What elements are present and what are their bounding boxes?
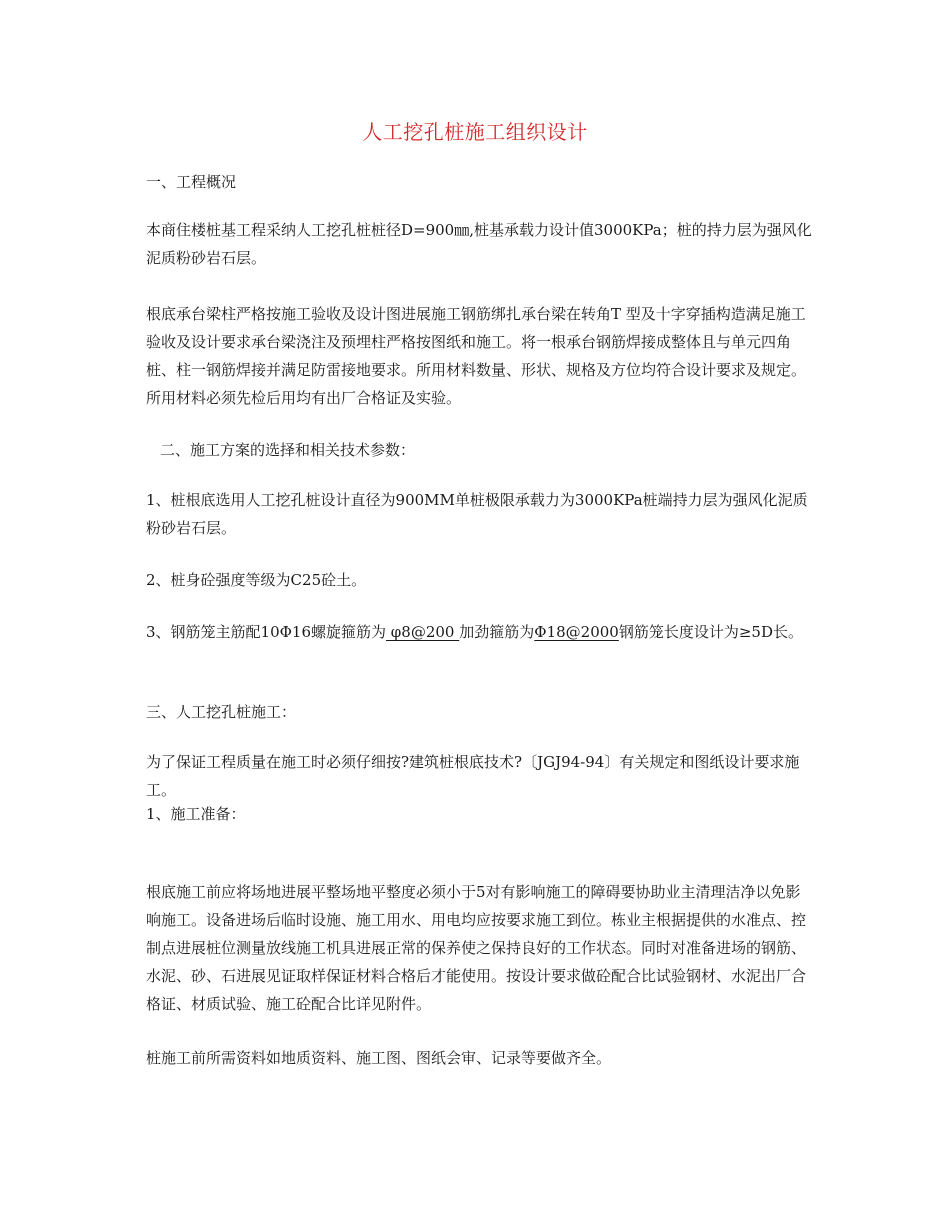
document-title: 人工挖孔桩施工组织设计 — [362, 120, 588, 144]
section-2-item-1: 1、桩根底选用人工挖孔桩设计直径为900MM单桩极限承载力为3000KPa桩端持力层为强风化泥质粉砂岩石层。 — [146, 491, 808, 537]
item-3-text-b: 加劲箍筋为 — [459, 623, 535, 641]
section-3-paragraph-1: 为了保证工程质量在施工时必须仔细按?建筑桩根底技术?〔JGJ94-94〕有关规定和图纸设计要求施工。 — [146, 753, 800, 799]
section-3-heading: 三、人工挖孔桩施工： — [146, 703, 297, 721]
section-3-subheading-1: 1、施工准备： — [146, 805, 246, 823]
section-2-item-3 — [146, 618, 814, 646]
section-2-item-2: 2、桩身砼强度等级为C25砼土。 — [146, 571, 367, 589]
stiffening-stirrup-spec: Φ18@2000 — [534, 623, 619, 641]
section-3-paragraph-2: 根底施工前应将场地进展平整场地平整度必须小于5对有影响施工的障碍要协助业主清理洁净以免影响施工。设备进场后临时设施、施工用水、用电均应按要求施工到位。栋业主根据提供的水准点、控制点进展桩位测量放线施工机具进展正常的保养使之保持良好的工作状态。同时对准备进场的钢筋、水泥、砂、石进展见证取样保证材料合格后才能使用。按设计要求做砼配合比试验钢材、水泥出厂合格证、材质试验、施工砼配合比详见附件。 — [146, 883, 807, 1013]
section-2-heading: 二、施工方案的选择和相关技术参数： — [160, 441, 416, 459]
section-3-paragraph-3: 桩施工前所需资料如地质资料、施工图、图纸会审、记录等要做齐全。 — [146, 1049, 612, 1067]
section-1-paragraph-1: 本商住楼桩基工程采纳人工挖孔桩桩径D=900㎜,桩基承载力设计值3000KPa；桩的持力层为强风化泥质粉砂岩石层。 — [146, 221, 812, 267]
section-1-paragraph-2: 根底承台梁柱严格按施工验收及设计图进展施工钢筋绑扎承台梁在转角T 型及十字穿插构造满足施工验收及设计要求承台梁浇注及预埋柱严格按图纸和施工。将一根承台钢筋焊接成整体且与单元四角桩、柱一钢筋焊接并满足防雷接地要求。所用材料数量、形状、规格及方位均符合设计要求及规定。所用材料必须先检后用均有出厂合格证及实验。 — [146, 305, 807, 407]
spiral-stirrup-spec: φ8@200 — [386, 623, 460, 641]
section-1-heading: 一、工程概况 — [146, 173, 237, 191]
item-3-text-c: 钢筋笼长度设计为≥5D长。 — [618, 623, 803, 641]
item-3-text-a: 3、钢筋笼主筋配10Φ16螺旋箍筋为 — [146, 623, 387, 641]
